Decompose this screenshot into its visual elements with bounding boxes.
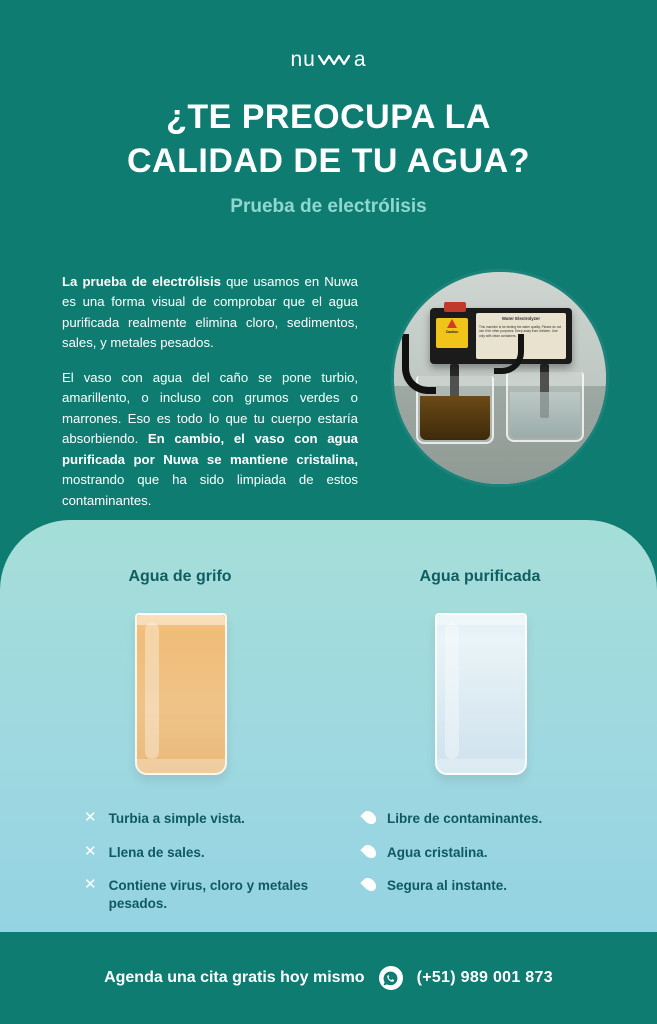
intro-paragraph-1-bold: La prueba de electrólisis xyxy=(62,274,221,289)
electrolysis-photo xyxy=(394,272,606,484)
list-item-label: Segura al instante. xyxy=(387,878,508,894)
device-label-caption: This machine is for testing the water quality. Please do not use it for other purposes. Keep away from children. Use only with clean containers. xyxy=(479,324,562,339)
list-item xyxy=(84,877,324,912)
warning-icon: Caution xyxy=(436,318,468,348)
list-item-label: Agua cristalina. xyxy=(387,844,488,860)
tap-water-glass xyxy=(135,613,227,775)
page-title xyxy=(0,96,657,183)
tap-water-list xyxy=(84,810,324,928)
power-button-icon xyxy=(444,302,466,312)
list-item xyxy=(364,810,604,828)
tap-glass-base xyxy=(137,759,225,773)
wave-icon xyxy=(318,48,352,72)
tap-glass-shine xyxy=(145,623,159,759)
brand-logo-text xyxy=(290,48,366,72)
purified-water-glass xyxy=(435,613,527,775)
water-drop-icon xyxy=(364,844,375,859)
water-drop-icon xyxy=(364,877,375,892)
list-item xyxy=(364,844,604,862)
list-item xyxy=(84,810,324,828)
list-item-label: Llena de sales. xyxy=(108,844,205,860)
photo-glass-clear xyxy=(506,372,584,442)
list-item-label: Turbia a simple vista. xyxy=(108,811,245,826)
x-mark-icon: ✕ xyxy=(84,842,97,860)
pure-glass-shine xyxy=(445,623,459,759)
intro-paragraph-2-end: mostrando que ha sido limpiada de estos contaminantes. xyxy=(62,472,358,508)
headline-line-2: CALIDAD DE TU AGUA? xyxy=(127,141,530,180)
intro-paragraph-1-rest: que usamos en Nuwa es una forma visual de comprobar que el agua purificada realmente elimina cloro, sedimentos, sales, y metales pesados. xyxy=(62,274,358,351)
intro-paragraph-1 xyxy=(62,272,358,354)
device-label-title: Water Electrolyzer xyxy=(501,316,541,321)
page-subtitle: Prueba de electrólisis xyxy=(230,196,427,217)
pure-glass-base xyxy=(437,759,525,773)
column-title-tap: Agua de grifo xyxy=(128,568,232,585)
photo-water-clear xyxy=(510,392,580,438)
footer-bar xyxy=(0,932,657,1024)
headline-line-1: ¿TE PREOCUPA LA xyxy=(166,98,491,136)
brand-logo xyxy=(0,48,657,72)
x-mark-icon: ✕ xyxy=(84,809,97,826)
footer-phone-number[interactable]: (+51) 989 001 873 xyxy=(416,969,553,986)
whatsapp-icon[interactable] xyxy=(379,966,403,990)
photo-water-dirty xyxy=(420,396,490,440)
brand-logo-prefix: nu xyxy=(290,48,316,71)
intro-paragraph-2-start: El vaso con agua del caño se pone turbio, amarillento, o incluso con grumos verdes o marrones. Eso es todo lo que tu cuerpo estaría absorbiendo. xyxy=(62,369,358,447)
intro-paragraph-2 xyxy=(62,368,358,511)
intro-paragraph-2-bold: En cambio, el vaso con agua purificada por Nuwa se mantiene cristalina, xyxy=(62,431,358,467)
water-drop-icon xyxy=(364,810,375,825)
column-title-purified: Agua purificada xyxy=(419,568,541,585)
list-item xyxy=(84,844,324,862)
x-mark-icon: ✕ xyxy=(84,876,97,894)
purified-water-list xyxy=(364,810,604,911)
list-item-label: Contiene virus, cloro y metales pesados. xyxy=(108,878,309,911)
list-item-label: Libre de contaminantes. xyxy=(387,811,543,826)
list-item xyxy=(364,877,604,895)
brand-logo-suffix: a xyxy=(353,48,367,71)
footer-cta-text: Agenda una cita gratis hoy mismo xyxy=(104,969,365,986)
intro-text xyxy=(62,272,358,525)
